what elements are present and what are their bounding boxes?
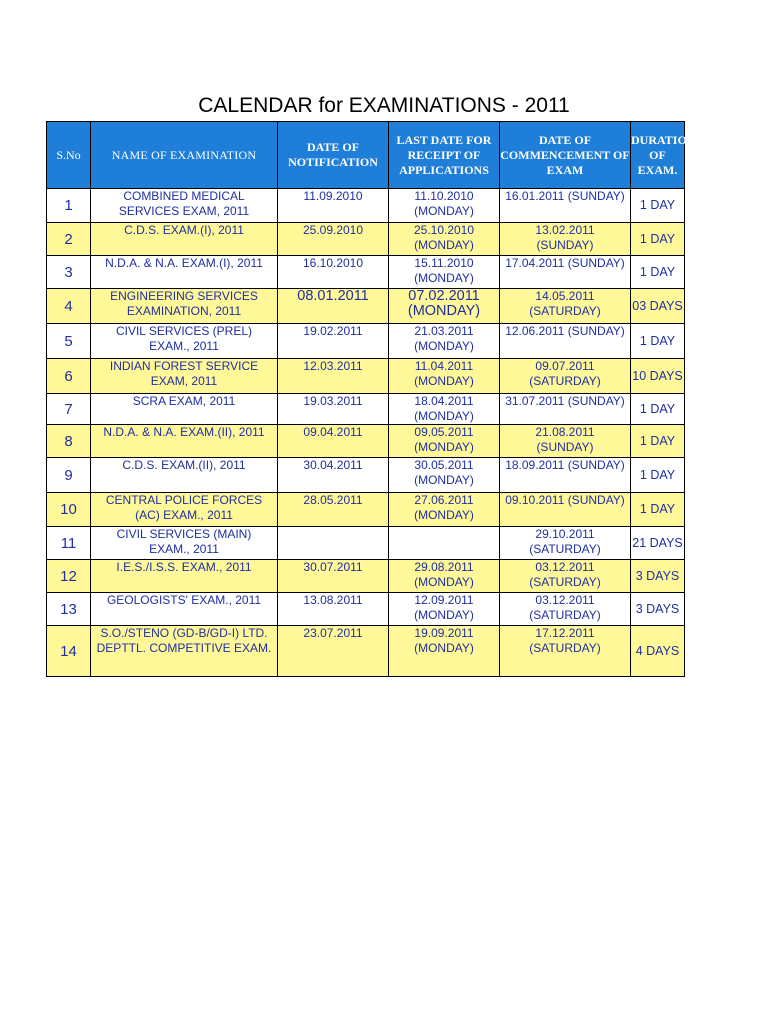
table-cell-commencement-date: 31.07.2011 (SUNDAY) [500, 394, 631, 425]
table-cell-duration: 21 DAYS [631, 527, 685, 560]
table-cell-exam-name: I.E.S./I.S.S. EXAM., 2011 [91, 560, 278, 593]
table-cell-notification-date: 16.10.2010 [278, 256, 389, 289]
table-cell-duration: 1 DAY [631, 394, 685, 425]
table-row [47, 189, 685, 223]
table-cell-exam-name: ENGINEERING SERVICES EXAMINATION, 2011 [91, 289, 278, 324]
table-cell-sno: 5 [47, 324, 91, 359]
table-cell-commencement-date: 03.12.2011 (SATURDAY) [500, 560, 631, 593]
table-cell-sno: 3 [47, 256, 91, 289]
table-cell-sno: 8 [47, 425, 91, 458]
table-cell-exam-name: CENTRAL POLICE FORCES (AC) EXAM., 2011 [91, 493, 278, 527]
table-cell-notification-date [278, 527, 389, 560]
table-cell-sno: 12 [47, 560, 91, 593]
table-cell-commencement-date: 03.12.2011 (SATURDAY) [500, 593, 631, 626]
table-cell-last-date: 29.08.2011 (MONDAY) [389, 560, 500, 593]
table-row [47, 458, 685, 493]
table-cell-duration: 3 DAYS [631, 593, 685, 626]
table-cell-commencement-date: 21.08.2011 (SUNDAY) [500, 425, 631, 458]
table-cell-notification-date: 30.04.2011 [278, 458, 389, 493]
table-cell-notification-date: 11.09.2010 [278, 189, 389, 223]
table-cell-last-date: 19.09.2011 (MONDAY) [389, 626, 500, 677]
table-cell-duration: 1 DAY [631, 256, 685, 289]
table-cell-duration: 4 DAYS [631, 626, 685, 677]
table-cell-duration: 1 DAY [631, 223, 685, 256]
table-cell-exam-name: N.D.A. & N.A. EXAM.(I), 2011 [91, 256, 278, 289]
table-cell-last-date: 30.05.2011 (MONDAY) [389, 458, 500, 493]
table-row [47, 289, 685, 324]
table-row [47, 527, 685, 560]
column-header-commencement: DATE OF COMMENCEMENT OF EXAM [500, 122, 631, 189]
exam-calendar-table [46, 121, 696, 677]
table-cell-duration: 3 DAYS [631, 560, 685, 593]
table-cell-commencement-date: 17.12.2011 (SATURDAY) [500, 626, 631, 677]
table-cell-sno: 1 [47, 189, 91, 223]
table-cell-sno: 13 [47, 593, 91, 626]
table-cell-commencement-date: 16.01.2011 (SUNDAY) [500, 189, 631, 223]
table-cell-sno: 4 [47, 289, 91, 324]
table-row [47, 394, 685, 425]
table-cell-last-date: 07.02.2011 (MONDAY) [389, 289, 500, 324]
table-cell-exam-name: C.D.S. EXAM.(II), 2011 [91, 458, 278, 493]
table-header-row [47, 122, 685, 189]
table-cell-notification-date: 19.02.2011 [278, 324, 389, 359]
table-cell-last-date: 18.04.2011 (MONDAY) [389, 394, 500, 425]
table-cell-last-date: 11.10.2010 (MONDAY) [389, 189, 500, 223]
table-cell-duration: 1 DAY [631, 425, 685, 458]
table-row [47, 593, 685, 626]
table-cell-last-date [389, 527, 500, 560]
table-row [47, 256, 685, 289]
table-cell-exam-name: SCRA EXAM, 2011 [91, 394, 278, 425]
table-cell-commencement-date: 13.02.2011 (SUNDAY) [500, 223, 631, 256]
table-cell-exam-name: N.D.A. & N.A. EXAM.(II), 2011 [91, 425, 278, 458]
table-cell-sno: 10 [47, 493, 91, 527]
column-header-name: NAME OF EXAMINATION [91, 122, 278, 189]
table-cell-exam-name: CIVIL SERVICES (MAIN) EXAM., 2011 [91, 527, 278, 560]
table-cell-exam-name: S.O./STENO (GD-B/GD-I) LTD. DEPTTL. COMPETITIVE EXAM. [91, 626, 278, 677]
page-title: CALENDAR for EXAMINATIONS - 2011 [198, 94, 570, 117]
table-cell-last-date: 12.09.2011 (MONDAY) [389, 593, 500, 626]
table-cell-sno: 7 [47, 394, 91, 425]
table-row [47, 626, 685, 677]
column-header-sno: S.No [47, 122, 91, 189]
table-cell-duration: 03 DAYS [631, 289, 685, 324]
table-cell-last-date: 09.05.2011 (MONDAY) [389, 425, 500, 458]
table-cell-commencement-date: 14.05.2011 (SATURDAY) [500, 289, 631, 324]
table-cell-notification-date: 25.09.2010 [278, 223, 389, 256]
table-cell-exam-name: COMBINED MEDICAL SERVICES EXAM, 2011 [91, 189, 278, 223]
table-cell-sno: 6 [47, 359, 91, 394]
table-cell-commencement-date: 09.07.2011 (SATURDAY) [500, 359, 631, 394]
table-row [47, 560, 685, 593]
table-cell-notification-date: 12.03.2011 [278, 359, 389, 394]
table-cell-duration: 1 DAY [631, 189, 685, 223]
table-cell-last-date: 15.11.2010 (MONDAY) [389, 256, 500, 289]
table-cell-notification-date: 13.08.2011 [278, 593, 389, 626]
table-row [47, 359, 685, 394]
table-row [47, 493, 685, 527]
table-cell-notification-date: 08.01.2011 [278, 289, 389, 324]
table-cell-last-date: 27.06.2011 (MONDAY) [389, 493, 500, 527]
table-row [47, 223, 685, 256]
table-cell-duration: 1 DAY [631, 458, 685, 493]
table-cell-commencement-date: 18.09.2011 (SUNDAY) [500, 458, 631, 493]
table-cell-notification-date: 19.03.2011 [278, 394, 389, 425]
table-cell-exam-name: INDIAN FOREST SERVICE EXAM, 2011 [91, 359, 278, 394]
table-cell-last-date: 11.04.2011 (MONDAY) [389, 359, 500, 394]
table-cell-last-date: 21.03.2011 (MONDAY) [389, 324, 500, 359]
table-cell-commencement-date: 29.10.2011 (SATURDAY) [500, 527, 631, 560]
table-cell-last-date: 25.10.2010 (MONDAY) [389, 223, 500, 256]
table-cell-commencement-date: 09.10.2011 (SUNDAY) [500, 493, 631, 527]
table-cell-duration: 1 DAY [631, 324, 685, 359]
table-cell-notification-date: 28.05.2011 [278, 493, 389, 527]
table-cell-sno: 2 [47, 223, 91, 256]
table-cell-notification-date: 23.07.2011 [278, 626, 389, 677]
table-cell-notification-date: 30.07.2011 [278, 560, 389, 593]
table-cell-exam-name: C.D.S. EXAM.(I), 2011 [91, 223, 278, 256]
table-cell-exam-name: CIVIL SERVICES (PREL) EXAM., 2011 [91, 324, 278, 359]
table-row [47, 324, 685, 359]
table-cell-commencement-date: 12.06.2011 (SUNDAY) [500, 324, 631, 359]
table-cell-duration: 10 DAYS [631, 359, 685, 394]
table-cell-duration: 1 DAY [631, 493, 685, 527]
table-cell-sno: 9 [47, 458, 91, 493]
column-header-last-date: LAST DATE FOR RECEIPT OF APPLICATIONS [389, 122, 500, 189]
column-header-notification: DATE OF NOTIFICATION [278, 122, 389, 189]
table-cell-sno: 14 [47, 626, 91, 677]
table-cell-exam-name: GEOLOGISTS' EXAM., 2011 [91, 593, 278, 626]
table-cell-sno: 11 [47, 527, 91, 560]
table-row [47, 425, 685, 458]
table-cell-notification-date: 09.04.2011 [278, 425, 389, 458]
column-header-duration: DURATION OF EXAM. [631, 122, 685, 189]
table-cell-commencement-date: 17.04.2011 (SUNDAY) [500, 256, 631, 289]
